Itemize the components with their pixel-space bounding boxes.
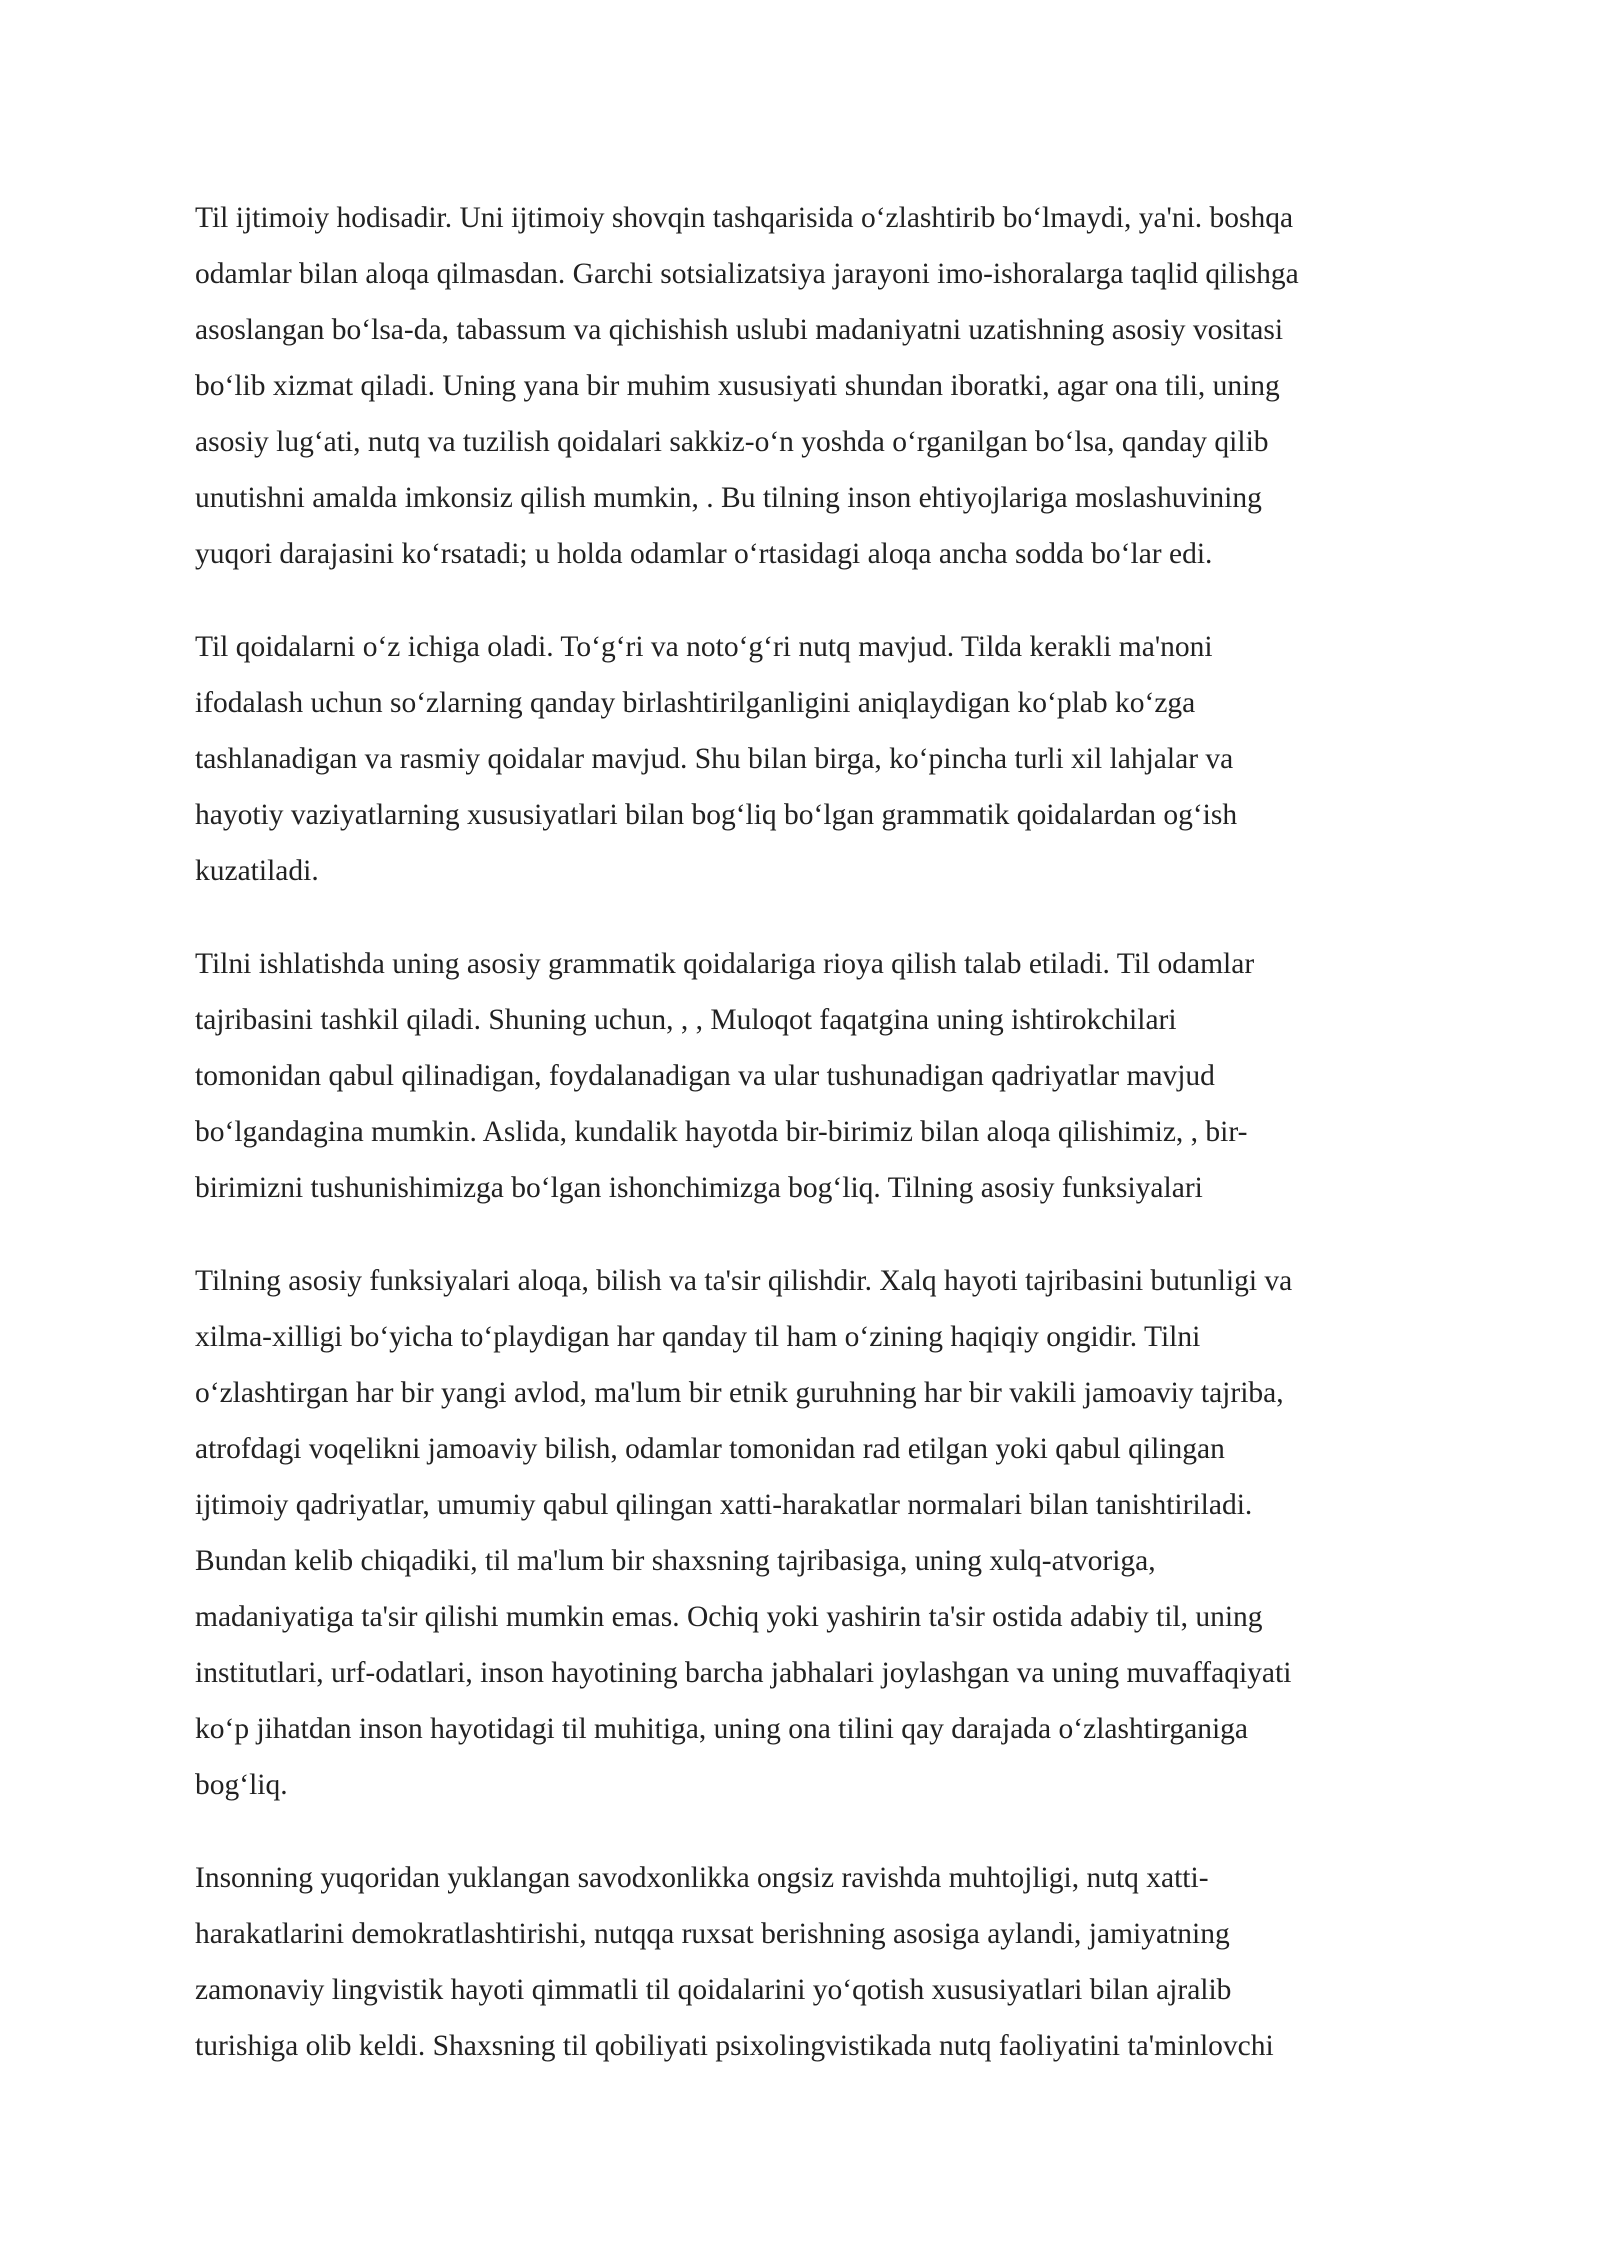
document-body (195, 190, 1415, 2111)
paragraph-5: Insonning yuqoridan yuklangan savodxonlikka ongsiz ravishda muhtojligi, nutq xatti- harakatlarini demokratlashtirishi, nutqqa ruxsat berishning asosiga aylandi, jamiyatning zamonaviy lingvistik hayoti qimmatli til qoidalarini yoʻqotish xususiyatlari bilan ajralib turishiga olib keldi. Shaxsning til qobiliyati psixolingvistikada nutq faoliyatini ta'minlovchi (195, 1862, 1274, 2062)
paragraph-4: Tilning asosiy funksiyalari aloqa, bilish va ta'sir qilishdir. Xalq hayoti tajribasini butunligi va xilma-xilligi boʻyicha toʻplaydigan har qanday til ham oʻzining haqiqiy ongidir. Tilni oʻzlashtirgan har bir yangi avlod, ma'lum bir etnik guruhning har bir vakili jamoaviy tajriba, atrofdagi voqelikni jamoaviy bilish, odamlar tomonidan rad etilgan yoki qabul qilingan ijtimoiy qadriyatlar, umumiy qabul qilingan xatti-harakatlar normalari bilan tanishtiriladi. Bundan kelib chiqadiki, til ma'lum bir shaxsning tajribasiga, uning xulq-atvoriga, madaniyatiga ta'sir qilishi mumkin emas. Ochiq yoki yashirin ta'sir ostida adabiy til, uning institutlari, urf-odatlari, inson hayotining barcha jabhalari joylashgan va uning muvaffaqiyati koʻp jihatdan inson hayotidagi til muhitiga, uning ona tilini qay darajada oʻzlashtirganiga bogʻliq. (195, 1265, 1293, 1801)
paragraph-3: Tilni ishlatishda uning asosiy grammatik qoidalariga rioya qilish talab etiladi. Til odamlar tajribasini tashkil qiladi. Shuning uchun, , , Muloqot faqatgina uning ishtirokchilari tomonidan qabul qilinadigan, foydalanadigan va ular tushunadigan qadriyatlar mavjud boʻlgandagina mumkin. Aslida, kundalik hayotda bir-birimiz bilan aloqa qilishimiz, , bir- birimizni tushunishimizga boʻlgan ishonchimizga bogʻliq. Tilning asosiy funksiyalari (195, 948, 1255, 1204)
paragraph-2: Til qoidalarni oʻz ichiga oladi. Toʻgʻri va notoʻgʻri nutq mavjud. Tilda kerakli ma'noni ifodalash uchun soʻzlarning qanday birlashtirilganligini aniqlaydigan koʻplab koʻzga tashlanadigan va rasmiy qoidalar mavjud. Shu bilan birga, koʻpincha turli xil lahjalar va hayotiy vaziyatlarning xususiyatlari bilan bogʻliq boʻlgan grammatik qoidalardan ogʻish kuzatiladi. (195, 631, 1238, 887)
paragraph-1: Til ijtimoiy hodisadir. Uni ijtimoiy shovqin tashqarisida oʻzlashtirib boʻlmaydi, ya'ni. boshqa odamlar bilan aloqa qilmasdan. Garchi sotsializatsiya jarayoni imo-ishoralarga taqlid qilishga asoslangan boʻlsa-da, tabassum va qichishish uslubi madaniyatni uzatishning asosiy vositasi boʻlib xizmat qiladi. Uning yana bir muhim xususiyati shundan iboratki, agar ona tili, uning asosiy lugʻati, nutq va tuzilish qoidalari sakkiz-oʻn yoshda oʻrganilgan boʻlsa, qanday qilib unutishni amalda imkonsiz qilish mumkin, . Bu tilning inson ehtiyojlariga moslashuvining yuqori darajasini koʻrsatadi; u holda odamlar oʻrtasidagi aloqa ancha sodda boʻlar edi. (195, 202, 1299, 570)
